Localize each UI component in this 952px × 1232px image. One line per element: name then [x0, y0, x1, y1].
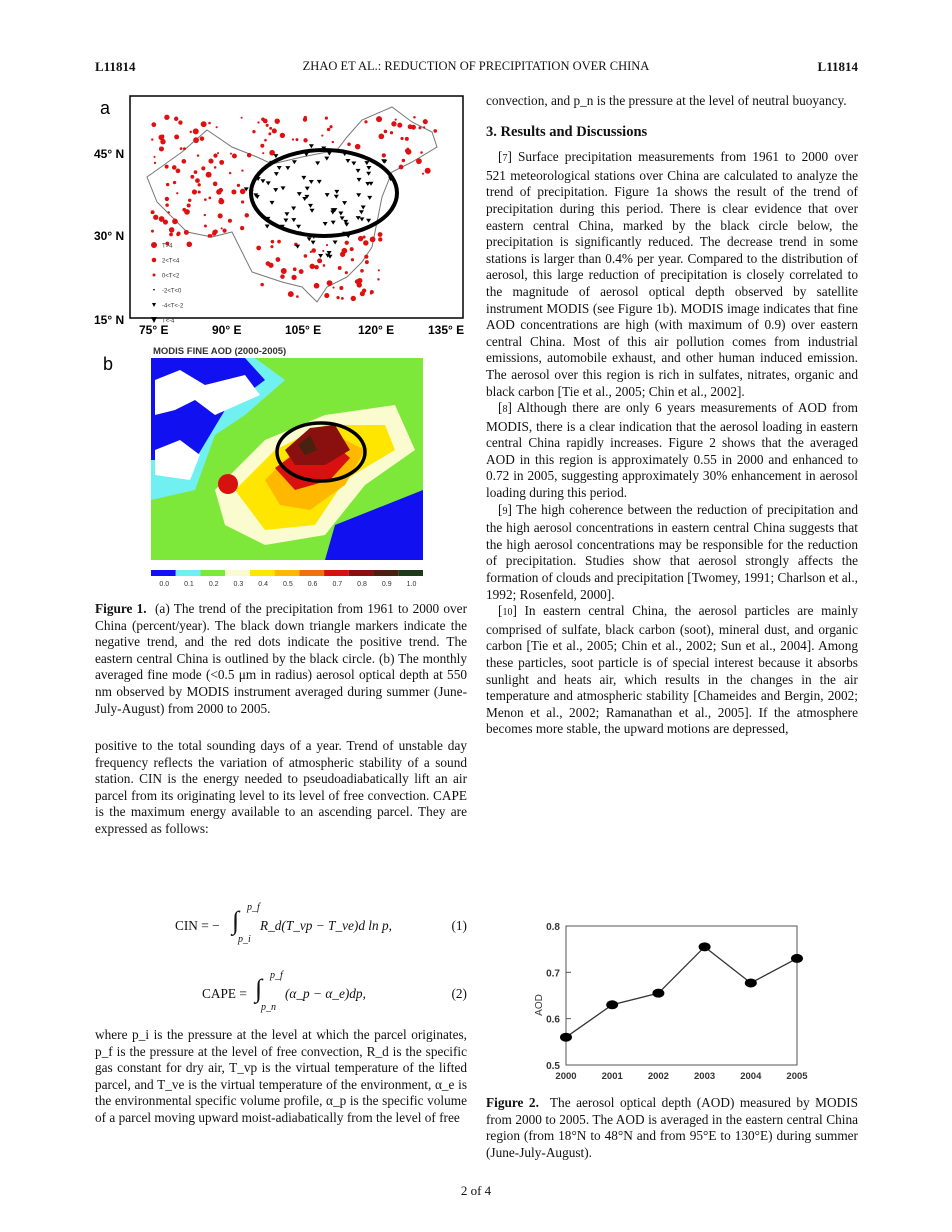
positive-trend-marker: [247, 153, 252, 158]
y-axis-label: AOD: [534, 994, 545, 1016]
colorbar-swatch: [200, 570, 225, 576]
positive-trend-marker: [355, 144, 361, 150]
lat-label: 15° N: [94, 313, 125, 327]
colorbar-swatch: [349, 570, 374, 576]
positive-trend-marker: [260, 283, 263, 286]
panel-label-b: b: [103, 354, 114, 374]
positive-trend-marker: [218, 213, 223, 218]
positive-trend-marker: [198, 190, 201, 193]
right-paragraph-0: convection, and p_n is the pressure at the level of neutral buoyancy.: [486, 93, 847, 108]
positive-trend-marker: [262, 152, 264, 154]
positive-trend-marker: [340, 252, 345, 257]
positive-trend-marker: [416, 158, 422, 164]
positive-trend-marker: [169, 227, 174, 232]
eq-upper-limit: p_f: [247, 902, 260, 913]
eq-number: (1): [451, 918, 467, 933]
legend-label: 2<T<4: [162, 258, 180, 265]
positive-trend-marker: [151, 210, 155, 214]
positive-trend-marker: [176, 169, 181, 174]
figure-2-caption: [486, 1095, 858, 1161]
page-number: 2 of 4: [460, 1183, 492, 1198]
positive-trend-marker: [413, 116, 416, 119]
positive-trend-marker: [193, 137, 199, 143]
positive-trend-marker: [268, 132, 271, 135]
positive-trend-marker: [326, 244, 328, 246]
colorbar-label: 0.4: [258, 581, 269, 588]
lon-label: 135° E: [428, 323, 465, 337]
positive-trend-marker: [197, 154, 199, 156]
positive-trend-marker: [422, 173, 424, 175]
lat-label: 30° N: [94, 229, 125, 243]
positive-trend-marker: [364, 120, 367, 123]
caption-label: Figure 1.: [95, 601, 147, 616]
positive-trend-marker: [214, 166, 217, 169]
left-paragraph-1: positive to the total sounding days of a year. Trend of unstable day frequency reflects the variation of atmospheric stability of a sound station. CIN is the energy needed to pseudoadiabatically lift an air parcel from its originating level to its level of free convection. CAPE is the maximum energy available to an ascending parcel. They are expressed as follows:: [95, 738, 467, 836]
legend-dot-icon: [151, 242, 157, 248]
positive-trend-marker: [230, 153, 232, 155]
positive-trend-marker: [400, 137, 403, 140]
positive-trend-marker: [174, 135, 179, 140]
positive-trend-marker: [172, 219, 178, 225]
lon-label: 105° E: [285, 323, 322, 337]
positive-trend-marker: [167, 211, 169, 213]
positive-trend-marker: [362, 288, 366, 292]
positive-trend-marker: [418, 126, 421, 129]
positive-trend-marker: [212, 230, 217, 235]
positive-trend-marker: [311, 248, 316, 253]
positive-trend-marker: [219, 160, 224, 165]
paragraph-text: Surface precipitation measurements from 1961 to 2000 over 521 meteorological stations over China are calculated to analyze the trend of precipitation. Figure 1a shows the result of the trend of precipitation during this period. There is clear evidence that over eastern central China, marked by the black circle below, the precipitation is significantly reduced. The decrease trend in some stations is larger than 0.4% per year. Compared to the distribution of aerosol, this large reduction of precipitation is closely correlated to the magnitude of aerosol optical depth observed by satellite instrument MODIS (see Figure 1b). MODIS image indicates that fine AOD concentrations are high (with maximum of 0.9) over eastern central China. Most of this air pollution comes from industrial emissions, automobile exhaust, and other human induced emission. The aerosol over this region is rich in sulfates, nitrates, organic and black carbon [Tie et al., 2005; Chin et al., 2002].: [486, 149, 858, 399]
legend-dot-icon: [152, 258, 157, 263]
positive-trend-marker: [153, 156, 155, 158]
positive-trend-marker: [324, 293, 329, 298]
positive-trend-marker: [184, 230, 189, 235]
positive-trend-marker: [232, 153, 237, 158]
positive-trend-marker: [376, 118, 378, 120]
positive-trend-marker: [322, 250, 324, 252]
legend-label: -2<T<0: [162, 288, 182, 295]
positive-trend-marker: [391, 121, 396, 126]
positive-trend-marker: [213, 182, 218, 187]
positive-trend-marker: [169, 233, 173, 237]
positive-trend-marker: [260, 144, 264, 148]
colorbar-swatch: [275, 570, 300, 576]
equation-2: [95, 970, 467, 1014]
positive-trend-marker: [304, 254, 308, 258]
positive-trend-marker: [363, 240, 368, 245]
eq-body: R_d(T_vp − T_ve)d ln p,: [260, 918, 392, 933]
eq-lhs: CAPE =: [202, 986, 247, 1001]
positive-trend-marker: [208, 122, 211, 125]
positive-trend-marker: [164, 115, 169, 120]
paragraph-number: 10: [502, 607, 513, 619]
figure-2-aod-chart: [520, 905, 810, 1085]
legend-label: T<-4: [162, 318, 175, 325]
positive-trend-marker: [190, 175, 194, 179]
colorbar-label: 1.0: [406, 581, 417, 588]
positive-trend-marker: [390, 131, 393, 134]
positive-trend-marker: [266, 124, 269, 127]
positive-trend-marker: [347, 142, 351, 146]
positive-trend-marker: [190, 131, 192, 133]
positive-trend-marker: [223, 229, 226, 232]
positive-trend-marker: [296, 138, 299, 141]
plot-frame: [566, 926, 797, 1065]
lon-label: 120° E: [358, 323, 395, 337]
paragraph-9: [9] The high coherence between the reduction of precipitation and the high aerosol concentrations in eastern central China suggests that the high aerosol concentrations may be responsible for the reduction of precipitation. Studies show that aerosol strongly affects the formation of clouds and precipitation [Twomey, 1991; Charlson et al., 1992; Rosenfeld, 2000].: [486, 501, 858, 602]
positive-trend-marker: [402, 159, 405, 162]
positive-trend-marker: [166, 183, 169, 186]
positive-trend-marker: [270, 245, 273, 248]
positive-trend-marker: [299, 269, 304, 274]
positive-trend-marker: [296, 295, 299, 298]
y-tick-label: 0.5: [546, 1061, 560, 1072]
paragraph-number: 9: [502, 505, 508, 517]
positive-trend-marker: [160, 139, 165, 144]
positive-trend-marker: [420, 151, 423, 154]
positive-trend-marker: [201, 166, 205, 170]
positive-trend-marker: [176, 233, 180, 237]
positive-trend-marker: [151, 122, 156, 127]
positive-trend-marker: [425, 168, 431, 174]
positive-trend-marker: [303, 118, 307, 122]
positive-trend-marker: [193, 128, 199, 134]
data-point: [745, 978, 757, 987]
positive-trend-marker: [208, 197, 211, 200]
positive-trend-marker: [293, 267, 297, 271]
positive-trend-marker: [201, 121, 207, 127]
colorbar-swatch: [176, 570, 201, 576]
colorbar-swatch: [250, 570, 275, 576]
colorbar-label: 0.5: [283, 581, 293, 588]
positive-trend-marker: [378, 237, 382, 241]
section-heading: 3. Results and Discussions: [486, 123, 648, 140]
colorbar-swatch: [299, 570, 324, 576]
colorbar-label: 0.0: [159, 581, 170, 588]
positive-trend-marker: [291, 275, 296, 280]
positive-trend-marker: [241, 200, 244, 203]
positive-trend-marker: [355, 279, 360, 284]
positive-trend-marker: [194, 170, 198, 174]
eq-upper-limit: p_f: [270, 970, 283, 981]
paragraph-number: 7: [502, 153, 508, 165]
integral-sign: ∫: [255, 974, 263, 1003]
positive-trend-marker: [240, 189, 246, 195]
x-tick-label: 2000: [555, 1071, 577, 1082]
positive-trend-marker: [360, 269, 364, 273]
lon-label: 90° E: [212, 323, 242, 337]
positive-trend-marker: [151, 138, 153, 140]
positive-trend-marker: [314, 283, 320, 289]
positive-trend-marker: [151, 230, 154, 233]
positive-trend-marker: [345, 241, 349, 245]
positive-trend-marker: [433, 129, 437, 133]
positive-trend-marker: [206, 172, 212, 178]
positive-trend-marker: [245, 213, 249, 217]
positive-trend-marker: [165, 165, 169, 169]
eq-body: (α_p − α_e)dp,: [285, 986, 366, 1001]
x-tick-label: 2002: [647, 1071, 669, 1082]
colorbar-swatch: [225, 570, 250, 576]
data-point: [606, 1000, 618, 1009]
caption-text: The aerosol optical depth (AOD) measured by MODIS from 2000 to 2005. The AOD is averaged in the eastern central China region (from 18°N to 48°N and from 95°E to 130°E) during summer (June-July-August).: [486, 1095, 858, 1160]
positive-trend-marker: [165, 203, 169, 207]
data-point: [699, 942, 711, 951]
figure-1-caption: [95, 601, 467, 717]
positive-trend-marker: [423, 119, 428, 124]
positive-trend-marker: [264, 139, 267, 142]
positive-trend-marker: [229, 172, 231, 174]
positive-trend-marker: [187, 204, 191, 208]
panel-label-a: a: [100, 98, 111, 118]
positive-trend-marker: [271, 240, 275, 244]
positive-trend-marker: [176, 192, 178, 194]
running-title: ZHAO ET AL.: REDUCTION OF PRECIPITATION OVER CHINA: [302, 59, 650, 73]
positive-trend-marker: [378, 232, 383, 237]
positive-trend-marker: [345, 271, 348, 274]
positive-trend-marker: [161, 134, 164, 137]
positive-trend-marker: [256, 246, 261, 251]
positive-trend-marker: [370, 292, 372, 294]
positive-trend-marker: [327, 280, 333, 286]
positive-trend-marker: [219, 188, 223, 192]
x-tick-label: 2004: [740, 1071, 762, 1082]
positive-trend-marker: [257, 121, 259, 123]
positive-trend-marker: [332, 141, 334, 143]
caption-label: Figure 2.: [486, 1095, 539, 1110]
legend-label: 0<T<2: [162, 273, 180, 280]
right-column: [486, 93, 858, 738]
positive-trend-marker: [240, 226, 244, 230]
positive-trend-marker: [378, 269, 380, 271]
y-tick-label: 0.6: [546, 1014, 560, 1026]
positive-trend-marker: [172, 165, 177, 170]
positive-trend-marker: [363, 236, 366, 239]
colorbar-label: 0.6: [307, 581, 318, 588]
positive-trend-marker: [351, 258, 354, 261]
positive-trend-marker: [323, 264, 326, 267]
eq-lower-limit: p_n: [261, 1002, 276, 1013]
colorbar-swatch: [374, 570, 399, 576]
caption-text: (a) The trend of the precipitation from 1961 to 2000 over China (percent/year). The black down triangle markers indicate the negative trend, and the red dots indicate the positive trend. The eastern central China is outlined by the black circle. (b) The monthly averaged fine mode (<0.5 μm in radius) aerosol optical depth at 550 nm observed by MODIS instrument averaged during summer (June-July-August) from 2000 to 2005.: [95, 601, 467, 716]
positive-trend-marker: [377, 278, 379, 280]
data-point: [791, 954, 803, 963]
positive-trend-marker: [317, 258, 322, 263]
colorbar-label: 0.7: [332, 581, 343, 588]
positive-trend-marker: [405, 137, 409, 141]
colorbar-label: 0.2: [208, 581, 219, 588]
positive-trend-marker: [351, 296, 356, 301]
positive-trend-marker: [292, 138, 294, 140]
paragraph-number: 8: [502, 404, 508, 416]
positive-trend-marker: [183, 147, 186, 150]
positive-trend-marker: [154, 162, 156, 164]
positive-trend-marker: [338, 266, 342, 270]
legend-dot-icon: [153, 274, 156, 277]
positive-trend-marker: [423, 126, 425, 128]
positive-trend-marker: [204, 214, 206, 216]
paragraph-text: In eastern central China, the aerosol particles are mainly comprised of sulfate, black carbon (soot), mineral dust, and organic carbon [Tie et al., 2005; Chin et al., 2002; Sun et al., 2004]. Among these particles, soot particle is of special interest because it absorbs sunlight and heats air, which results in the changes in the air temperature and atmospheric stability [Chameides and Bergin, 2002; Menon et al., 2002; Ramanathan et al., 2005]. If the atmosphere becomes more stable, the upward motions are depressed,: [486, 603, 858, 737]
paragraph-10: [10] In eastern central China, the aerosol particles are mainly comprised of sulfate, black carbon (soot), mineral dust, and organic carbon [Tie et al., 2005; Chin et al., 2002; Sun et al., 2004]. Among these particles, soot particle is of special interest because it absorbs sunlight and heats air, which results in the changes in the air temperature and atmospheric stability [Chameides and Bergin, 2002; Menon et al., 2002; Ramanathan et al., 2005]. If the atmosphere becomes more stable, the upward motions are depressed,: [486, 603, 858, 737]
positive-trend-marker: [173, 181, 176, 184]
positive-trend-marker: [276, 257, 281, 262]
colorbar-swatch: [151, 570, 176, 576]
positive-trend-marker: [178, 120, 182, 124]
positive-trend-marker: [217, 152, 219, 154]
positive-trend-marker: [252, 130, 255, 133]
legend-label: -4<T<-2: [162, 303, 184, 310]
colorbar-label: 0.8: [357, 581, 367, 588]
positive-trend-marker: [181, 159, 186, 164]
paragraph-text: The high coherence between the reduction of precipitation and the high aerosol concentrations in eastern central China suggests that the high aerosol concentrations may be responsible for the reduction of precipitation. Studies show that aerosol strongly affects the formation of clouds and precipitation [Twomey, 1991; Charlson et al., 1992; Rosenfeld, 2000].: [486, 501, 858, 602]
positive-trend-marker: [365, 260, 369, 264]
positive-trend-marker: [192, 189, 197, 194]
positive-trend-marker: [281, 268, 287, 274]
positive-trend-marker: [241, 117, 243, 119]
positive-trend-marker: [288, 291, 294, 297]
positive-trend-marker: [153, 215, 158, 220]
positive-trend-marker: [364, 255, 368, 259]
positive-trend-marker: [303, 138, 307, 142]
positive-trend-marker: [241, 169, 243, 171]
positive-trend-marker: [204, 225, 207, 228]
positive-trend-marker: [358, 236, 363, 241]
lon-label: 75° E: [139, 323, 169, 337]
positive-trend-marker: [327, 128, 330, 131]
positive-trend-marker: [219, 198, 223, 202]
positive-trend-marker: [174, 117, 178, 121]
series-line: [566, 947, 797, 1037]
y-tick-label: 0.7: [546, 968, 560, 980]
positive-trend-marker: [216, 126, 218, 128]
legend-label: T>4: [162, 243, 173, 250]
colorbar-label: 0.1: [184, 581, 194, 588]
positive-trend-marker: [336, 296, 339, 299]
positive-trend-marker: [272, 128, 277, 133]
equation-1: [95, 902, 467, 946]
x-tick-label: 2003: [694, 1071, 716, 1082]
paragraph-7: [7] Surface precipitation measurements from 1961 to 2000 over 521 meteorological stations over China are calculated to analyze the trend of precipitation. Figure 1a shows the result of the trend of precipitation during this period. There is clear evidence that over eastern central China, marked by the black circle below, the precipitation is significantly reduced. The decrease trend in some stations is larger than 0.4% per year. Compared to the distribution of aerosol, this large reduction of precipitation is closely correlated to the magnitude of aerosol optical depth observed by satellite instrument MODIS (see Figure 1b). MODIS image indicates that fine AOD concentrations are high (with maximum of 0.9) over eastern central China. Most of this air pollution comes from industrial emissions, automobile exhaust, and other human induced emission. The aerosol over this region is rich in sulfates, nitrates, organic and black carbon [Tie et al., 2005; Chin et al., 2002].: [486, 149, 858, 399]
positive-trend-marker: [332, 287, 334, 289]
positive-trend-marker: [399, 165, 404, 170]
positive-trend-marker: [395, 119, 397, 121]
positive-trend-marker: [314, 265, 319, 270]
eq-number: (2): [451, 986, 467, 1001]
positive-trend-marker: [350, 247, 354, 251]
positive-trend-marker: [397, 123, 402, 128]
lat-label: 45° N: [94, 147, 125, 161]
figure-1b-aod-map: [95, 340, 435, 590]
x-tick-label: 2005: [786, 1071, 808, 1082]
positive-trend-marker: [341, 297, 344, 300]
data-point: [560, 1033, 572, 1042]
integral-sign: ∫: [232, 906, 240, 935]
positive-trend-marker: [208, 158, 213, 163]
positive-trend-marker: [280, 274, 285, 279]
positive-trend-marker: [310, 264, 315, 269]
positive-trend-marker: [277, 240, 281, 244]
positive-trend-marker: [186, 241, 192, 247]
colorbar-label: 0.9: [381, 581, 392, 588]
positive-trend-marker: [204, 198, 207, 201]
positive-trend-marker: [280, 133, 285, 138]
positive-trend-marker: [228, 219, 232, 223]
colorbar-label: 0.3: [233, 581, 244, 588]
positive-trend-marker: [200, 136, 205, 141]
positive-trend-marker: [165, 197, 169, 201]
header-id-left: L11814: [95, 59, 136, 74]
positive-trend-marker: [221, 227, 223, 229]
positive-trend-marker: [339, 286, 343, 290]
colorbar-swatch: [324, 570, 349, 576]
positive-trend-marker: [378, 134, 384, 140]
positive-trend-marker: [180, 147, 183, 150]
eq-lhs: CIN = −: [175, 918, 220, 933]
left-paragraph-2: where p_i is the pressure at the level at which the parcel originates, p_f is the pressure at the level of free convection, R_d is the specific gas constant for dry air, T_vp is the virtual temperature of the lifted parcel, and T_ve is the virtual temperature of the environment, α_e is the environmental specific volume profile, α_p is the specific volume of a parcel moving upward moist-adiabatically from the level of free: [95, 1027, 467, 1125]
positive-trend-marker: [275, 118, 280, 123]
figure-1a-map: [92, 92, 468, 338]
positive-trend-marker: [382, 153, 386, 157]
positive-trend-marker: [261, 117, 265, 121]
positive-trend-marker: [198, 183, 201, 186]
positive-trend-marker: [321, 134, 323, 136]
positive-trend-marker: [195, 178, 200, 183]
map-title: MODIS FINE AOD (2000-2005): [153, 346, 287, 357]
paragraph-8: [8] Although there are only 6 years measurements of AOD from MODIS, there is a clear indication that the aerosol loading in eastern central China rapidly increases. Figure 2 shows that the averaged AOD in this region is approximately 0.55 in 2000 and enhanced to 0.72 in 2005, suggesting approximately 30% enhancement in aerosol loading during this period.: [486, 400, 858, 501]
positive-trend-marker: [384, 130, 388, 134]
positive-trend-marker: [231, 189, 236, 194]
positive-trend-marker: [329, 125, 332, 128]
y-tick-label: 0.8: [546, 922, 560, 933]
positive-trend-marker: [269, 127, 272, 130]
colorbar-swatch: [398, 570, 423, 576]
positive-trend-marker: [188, 199, 191, 202]
positive-trend-marker: [209, 234, 213, 238]
positive-trend-marker: [213, 154, 217, 158]
positive-trend-marker: [405, 149, 409, 153]
paragraph-text: Although there are only 6 years measurements of AOD from MODIS, there is a clear indication that the aerosol loading in eastern central China rapidly increases. Figure 2 shows that the averaged AOD in this region is approximately 0.55 in 2000 and enhanced to 0.72 in 2005, suggesting approximately 30% enhancement in aerosol loading during this period.: [486, 400, 858, 501]
positive-trend-marker: [237, 184, 240, 187]
positive-trend-marker: [370, 236, 376, 242]
positive-trend-marker: [182, 208, 186, 212]
eq-lower-limit: p_i: [238, 934, 251, 945]
positive-trend-marker: [268, 263, 273, 268]
positive-trend-marker: [325, 116, 328, 119]
positive-trend-marker: [411, 125, 416, 130]
data-point: [652, 989, 664, 998]
positive-trend-marker: [159, 146, 164, 151]
header-id-right: L11814: [817, 59, 858, 74]
positive-trend-marker: [159, 216, 165, 222]
x-tick-label: 2001: [601, 1071, 623, 1082]
